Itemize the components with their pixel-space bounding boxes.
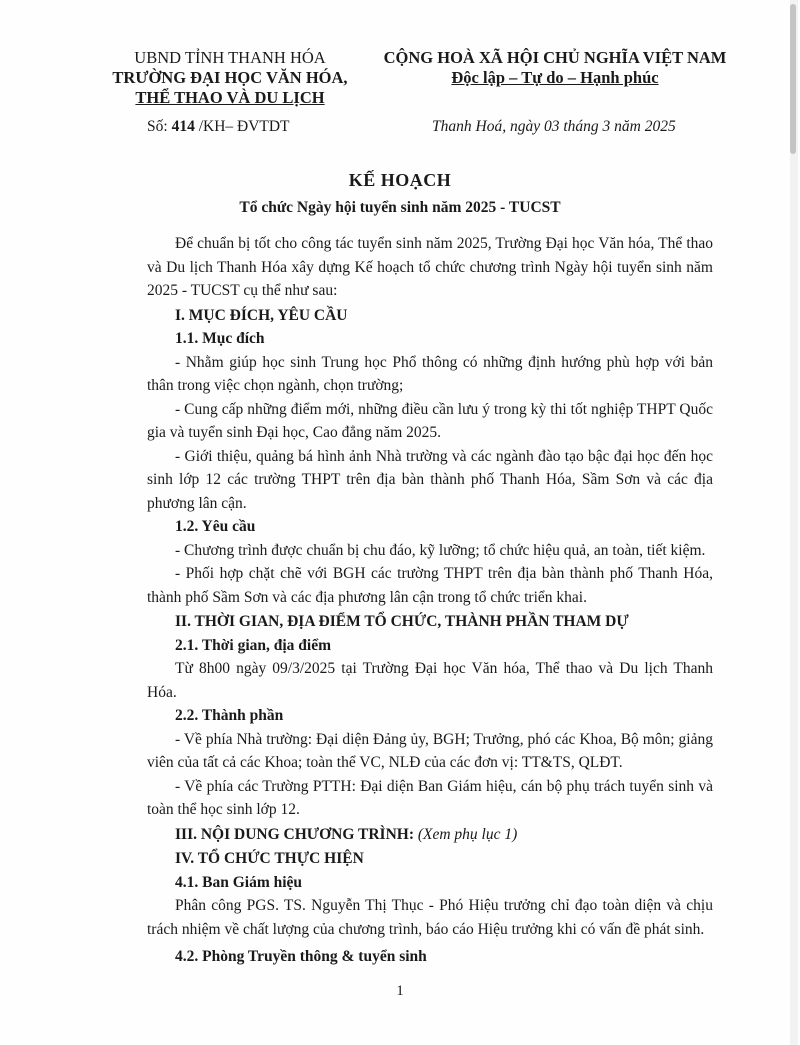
page-number: 1	[396, 983, 404, 999]
document-number	[147, 118, 290, 136]
section-1-1-heading: 1.1. Mục đích	[175, 330, 265, 347]
org-line-3-text: THỂ THAO VÀ DU LỊCH	[135, 88, 325, 107]
vertical-scrollbar[interactable]	[790, 0, 798, 1045]
section-4-2-heading: 4.2. Phòng Truyền thông & tuyển sinh	[175, 948, 427, 965]
document-body	[147, 232, 713, 969]
doc-no-suffix: /KH– ĐVTDT	[198, 118, 290, 135]
date-line: Thanh Hoá, ngày 03 tháng 3 năm 2025	[432, 118, 676, 135]
intro-paragraph: Để chuẩn bị tốt cho công tác tuyển sinh năm 2025, Trường Đại học Văn hóa, Thể thao và Du lịch Thanh Hóa xây dựng Kế hoạch tổ chức chương trình Ngày hội tuyển sinh năm 2025 - TUCST cụ thể như sau:	[147, 235, 713, 299]
section-2-1-heading: 2.1. Thời gian, địa điểm	[175, 636, 332, 654]
section-3-appendix-note: (Xem phụ lục 1)	[417, 825, 518, 843]
section-2-heading: II. THỜI GIAN, ĐỊA ĐIỂM TỔ CHỨC, THÀNH PHẦN THAM DỰ	[175, 613, 629, 630]
scrollbar-thumb[interactable]	[790, 4, 796, 154]
section-1-2-heading: 1.2. Yêu cầu	[175, 518, 256, 535]
section-2-2-item-2: - Về phía các Trường PTTH: Đại diện Ban Giám hiệu, cán bộ phụ trách tuyển sinh và toàn thể học sinh lớp 12.	[147, 777, 713, 818]
doc-no-prefix: Số:	[147, 118, 168, 135]
document-subtitle: Tổ chức Ngày hội tuyển sinh năm 2025 - TUCST	[239, 199, 561, 216]
nation-line-2-text: Độc lập – Tự do – Hạnh phúc	[451, 68, 659, 87]
national-motto-block	[375, 48, 735, 88]
section-1-1-item-3: - Giới thiệu, quảng bá hình ảnh Nhà trường và các ngành đào tạo bậc đại học đến học sinh lớp 12 các trường THPT trên địa bàn thành phố Thanh Hóa, Sầm Sơn và các địa phương lân cận.	[147, 447, 713, 512]
section-2-2-heading: 2.2. Thành phần	[175, 707, 284, 724]
section-1-2-item-1: - Chương trình được chuẩn bị chu đáo, kỹ lưỡng; tổ chức hiệu quả, an toàn, tiết kiệm.	[175, 541, 706, 559]
document-title: KẾ HOẠCH	[348, 170, 452, 190]
section-1-2-item-2: - Phối hợp chặt chẽ với BGH các trường THPT trên địa bàn thành phố Thanh Hóa, thành phố Sầm Sơn và các địa phương lân cận trong tổ chức triển khai.	[147, 565, 713, 606]
section-3-heading-text: III. NỘI DUNG CHƯƠNG TRÌNH:	[175, 825, 414, 843]
section-4-heading: IV. TỔ CHỨC THỰC HIỆN	[175, 850, 364, 867]
section-1-1-item-1: - Nhằm giúp học sinh Trung học Phổ thông có những định hướng phù hợp với bản thân trong việc chọn ngành, chọn trường;	[147, 353, 713, 394]
section-3-heading	[147, 823, 713, 847]
section-4-1-paragraph: Phân công PGS. TS. Nguyễn Thị Thục - Phó Hiệu trưởng chỉ đạo toàn diện và chịu trách nhiệm về chất lượng của chương trình, báo cáo Hiệu trưởng khi có vấn đề phát sinh.	[147, 897, 713, 938]
section-1-1-item-2: - Cung cấp những điểm mới, những điều cần lưu ý trong kỳ thi tốt nghiệp THPT Quốc gia và tuyển sinh Đại học, Cao đẳng năm 2025.	[147, 400, 713, 441]
section-2-2-item-1: - Về phía Nhà trường: Đại diện Đảng ủy, BGH; Trưởng, phó các Khoa, Bộ môn; giảng viên của tất cả các Khoa; toàn thể VC, NLĐ của các đơn vị: TT&TS, QLĐT.	[147, 730, 713, 771]
doc-no-number: 414	[171, 118, 195, 135]
nation-line-1: CỘNG HOÀ XÃ HỘI CHỦ NGHĨA VIỆT NAM	[383, 48, 727, 67]
issuing-authority-block	[90, 48, 370, 108]
section-1-heading: I. MỤC ĐÍCH, YÊU CẦU	[175, 306, 348, 324]
org-line-1: UBND TỈNH THANH HÓA	[134, 48, 326, 67]
section-4-1-heading: 4.1. Ban Giám hiệu	[175, 873, 303, 891]
org-line-2: TRƯỜNG ĐẠI HỌC VĂN HÓA,	[112, 68, 348, 87]
section-2-1-paragraph: Từ 8h00 ngày 09/3/2025 tại Trường Đại học Văn hóa, Thể thao và Du lịch Thanh Hóa.	[147, 660, 713, 701]
org-line-3	[90, 88, 370, 108]
nation-line-2	[375, 68, 735, 88]
